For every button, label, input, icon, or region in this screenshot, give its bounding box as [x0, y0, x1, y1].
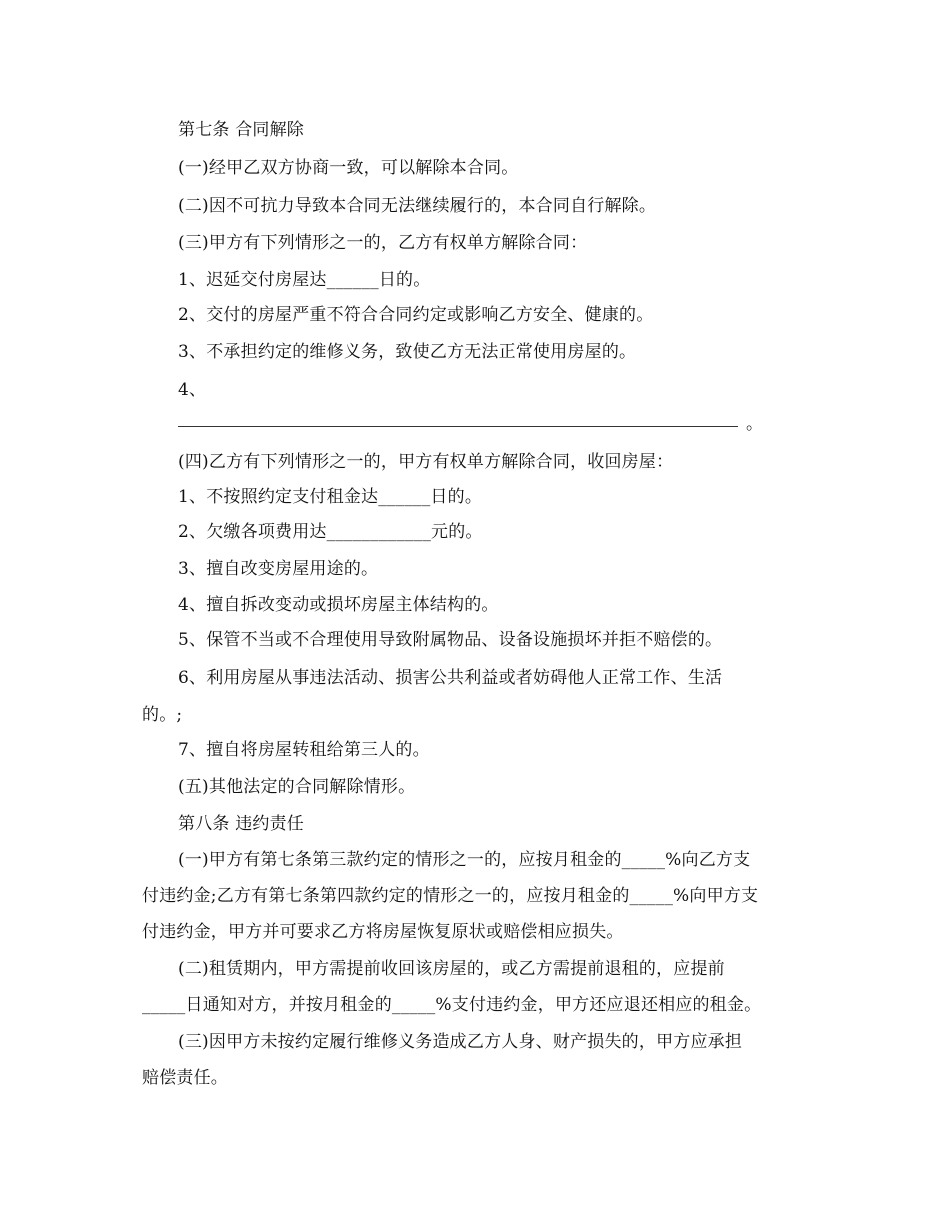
item-7-4-3: 3、擅自改变房屋用途的。 — [178, 559, 379, 579]
clause-7-1: (一)经甲乙双方协商一致，可以解除本合同。 — [178, 158, 519, 178]
item-7-4-7: 7、擅自将房屋转租给第三人的。 — [178, 740, 430, 760]
item-7-3-3: 3、不承担约定的维修义务，致使乙方无法正常使用房屋的。 — [178, 342, 637, 362]
clause-7-5: (五)其他法定的合同解除情形。 — [178, 777, 416, 797]
item-7-4-6-cont: 的。; — [142, 705, 183, 725]
item-7-4-5: 5、保管不当或不合理使用导致附属物品、设备设施损坏并拒不赔偿的。 — [178, 630, 723, 650]
clause-7-3: (三)甲方有下列情形之一的，乙方有权单方解除合同： — [178, 233, 588, 253]
item-7-3-1: 1、迟延交付房屋达______日的。 — [178, 270, 431, 290]
item-7-4-1: 1、不按照约定支付租金达______日的。 — [178, 487, 483, 507]
clause-8-3-cont: 赔偿责任。 — [142, 1068, 228, 1088]
article-7-heading: 第七条 合同解除 — [178, 120, 305, 140]
clause-7-2: (二)因不可抗力导致本合同无法继续履行的，本合同自行解除。 — [178, 196, 657, 216]
clause-8-1: (一)甲方有第七条第三款约定的情形之一的，应按月租金的_____%向乙方支 — [178, 850, 751, 870]
clause-8-2-cont: _____日通知对方，并按月租金的_____%支付违约金，甲方还应退还相应的租金。 — [142, 995, 762, 1015]
clause-8-3: (三)因甲方未按约定履行维修义务造成乙方人身、财产损失的，甲方应承担 — [178, 1032, 743, 1052]
clause-7-4: (四)乙方有下列情形之一的，甲方有权单方解除合同，收回房屋： — [178, 452, 674, 472]
item-7-3-4-end: 。 — [746, 414, 763, 434]
item-7-4-4: 4、擅自拆改变动或损坏房屋主体结构的。 — [178, 595, 499, 615]
item-7-3-4: 4、 — [178, 380, 207, 400]
item-7-3-2: 2、交付的房屋严重不符合合同约定或影响乙方安全、健康的。 — [178, 305, 654, 325]
article-8-heading: 第八条 违约责任 — [178, 814, 305, 834]
clause-8-1-cont-1: 付违约金;乙方有第七条第四款约定的情形之一的，应按月租金的_____%向甲方支 — [142, 886, 759, 906]
item-7-4-2: 2、欠缴各项费用达____________元的。 — [178, 522, 483, 542]
fill-in-blank-line — [178, 426, 738, 427]
clause-8-2: (二)租赁期内，甲方需提前收回该房屋的，或乙方需提前退租的，应提前 — [178, 959, 725, 979]
item-7-4-6: 6、利用房屋从事违法活动、损害公共利益或者妨碍他人正常工作、生活 — [178, 668, 723, 688]
clause-8-1-cont-2: 付违约金，甲方并可要求乙方将房屋恢复原状或赔偿相应损失。 — [142, 922, 624, 942]
